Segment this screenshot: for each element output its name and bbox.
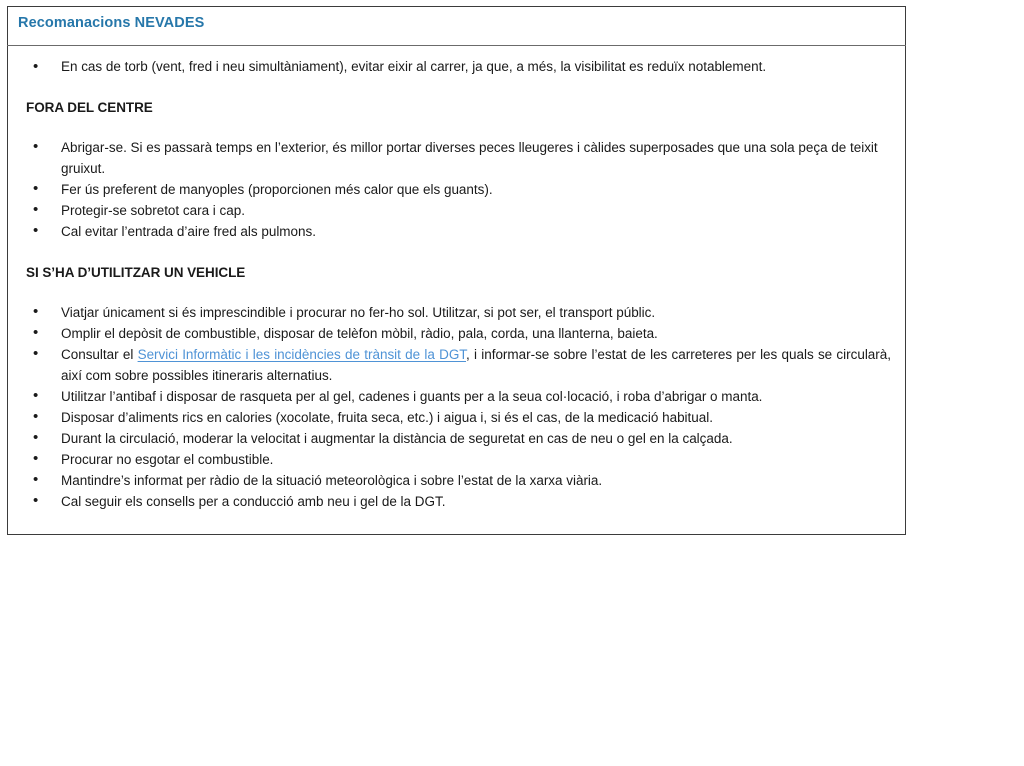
list-item [17, 179, 891, 200]
list-item [17, 302, 891, 323]
list-item-text: • Disposar d’aliments rics en calories (xocolate, fruita seca, etc.) i aigua i, si és el cas, de la medicació habitual. [61, 409, 713, 425]
list-item-text: • Omplir el depòsit de combustible, disposar de telèfon mòbil, ràdio, pala, corda, una llanterna, baieta. [61, 325, 658, 341]
spacer [17, 118, 891, 137]
section-heading-si-sha-dutilitzar-un-vehicle: SI S’HA D’UTILITZAR UN VEHICLE [26, 264, 246, 280]
table-content-row [8, 46, 906, 534]
intro-bullet-list [17, 56, 891, 77]
list-item-text: • Procurar no esgotar el combustible. [61, 451, 274, 467]
list-item-text: • Fer ús preferent de manyoples (proporcionen més calor que els guants). [61, 181, 493, 197]
list-item-text [61, 344, 891, 386]
list-item [17, 407, 891, 428]
table-header-cell [8, 7, 906, 46]
list-item-text: • Cal evitar l’entrada d’aire fred als pulmons. [61, 223, 316, 239]
dgt-traffic-link[interactable]: Servici Informàtic i les incidències de trànsit de la DGT [137, 346, 467, 362]
list-item-text: • Protegir-se sobretot cara i cap. [61, 202, 245, 218]
list-item [17, 428, 891, 449]
list-item-text: • Cal seguir els consells per a conducció amb neu i gel de la DGT. [61, 493, 446, 509]
list-item-text: • Mantindre’s informat per ràdio de la situació meteorològica i sobre l’estat de la xarxa viària. [61, 472, 603, 488]
fora-del-centre-bullet-list [17, 137, 891, 242]
recommendations-table [7, 6, 906, 535]
table-body [8, 7, 906, 535]
list-item-text: • Abrigar-se. Si es passarà temps en l’exterior, és millor portar diverses peces lleugeres i càlides superposades que una sola peça de teixit gruixut. [61, 139, 878, 176]
list-item [17, 137, 891, 179]
list-item [17, 449, 891, 470]
list-item [17, 491, 891, 512]
link-prefix-text: Consultar el [61, 346, 138, 362]
list-item-text: • En cas de torb (vent, fred i neu simultàniament), evitar eixir al carrer, ja que, a més, la visibilitat es reduïx notablement. [61, 59, 767, 75]
list-item [17, 221, 891, 242]
section-heading-fora-del-centre: FORA DEL CENTRE [26, 100, 153, 116]
list-item-text: • Utilitzar l’antibaf i disposar de rasqueta per al gel, cadenes i guants per a la seua col·locació, i roba d’abrigar o manta. [61, 388, 763, 404]
link-suffix-text: , i informar-se sobre l’estat de les carreteres per les quals se circularà, així com sobre possibles itineraris alternatius. [61, 346, 891, 383]
list-item [17, 386, 891, 407]
table-content-cell [8, 46, 906, 534]
list-item-text: • Viatjar únicament si és imprescindible i procurar no fer-ho sol. Utilitzar, si pot ser, el transport públic. [61, 304, 656, 320]
list-item [17, 200, 891, 221]
list-item-text: • Durant la circulació, moderar la velocitat i augmentar la distància de seguretat en cas de neu o gel en la calçada. [61, 430, 733, 446]
list-item [17, 56, 891, 77]
vehicle-bullet-list [17, 302, 891, 512]
list-item-with-link [17, 344, 891, 386]
list-item [17, 323, 891, 344]
table-header-row [8, 7, 906, 46]
spacer [17, 283, 891, 302]
page-title: Recomanacions NEVADES [18, 15, 205, 31]
list-item [17, 470, 891, 491]
